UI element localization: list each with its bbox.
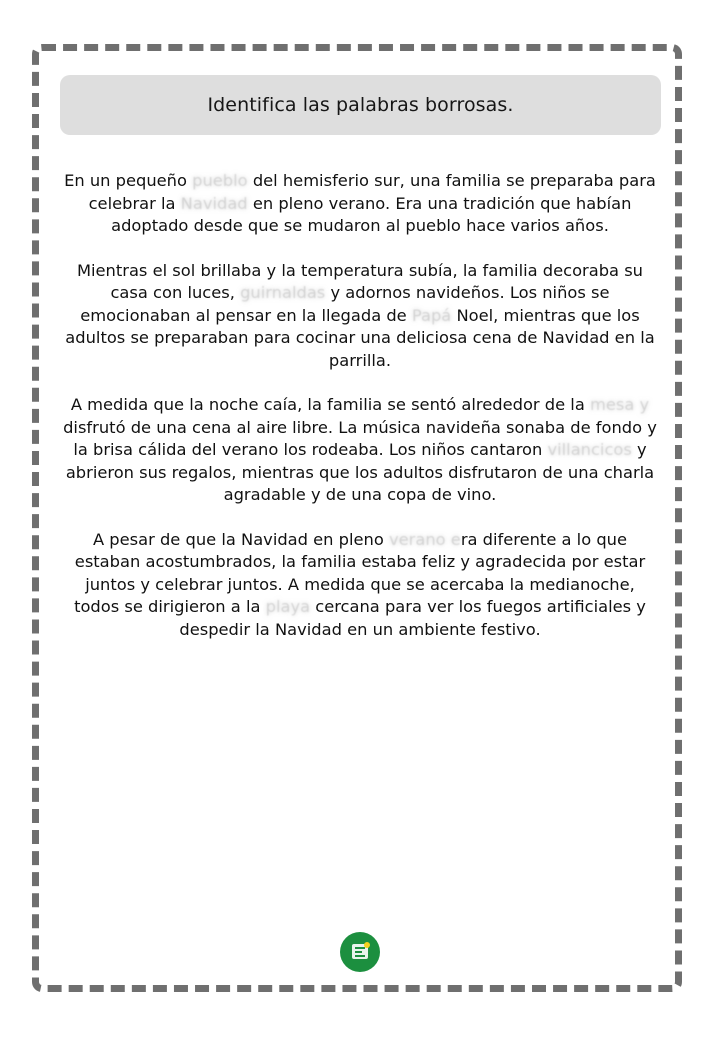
blurred-word: mesa y: [589, 395, 650, 414]
story-paragraph: [62, 170, 658, 238]
worksheet-title: Identifica las palabras borrosas.: [207, 94, 514, 116]
story-text-segment: cercana para ver los fuegos artificiales y despedir la Navidad en un ambiente festivo.: [179, 597, 646, 639]
story-text-segment: ra diferente a lo que estaban acostumbrados, la familia estaba feliz y agradecida por estar juntos y celebrar juntos. A medida que se acercaba la medianoche, todos se dirigieron a la: [74, 529, 646, 616]
story-text-segment: y adornos navideños. Los niños se emocionaban al pensar en la llegada de: [80, 283, 610, 325]
blurred-word: verano e: [389, 529, 461, 549]
title-banner: [60, 75, 661, 135]
school-logo-icon: [340, 932, 380, 972]
story-text-segment: A pesar de que la Navidad en pleno: [92, 529, 390, 549]
story-text-segment: En un pequeño: [64, 171, 193, 190]
story-text-segment: en pleno verano. Era una tradición que habían adoptado desde que se mudaron al pueblo hace varios años.: [111, 193, 632, 235]
blurred-word: guirnaldas: [240, 283, 326, 302]
blurred-word: playa: [265, 597, 311, 616]
story-text-segment: del hemisferio sur, una familia se preparaba para celebrar la: [88, 171, 656, 213]
story-text-segment: Mientras el sol brillaba y la temperatura subía, la familia decoraba su casa con luces,: [76, 260, 644, 302]
blurred-word: Navidad: [180, 193, 248, 213]
story-paragraph: [62, 529, 658, 642]
story-text-segment: disfrutó de una cena al aire libre. La música navideña sonaba de fondo y la brisa cálida del verano los rodeaba. Los niños cantaron: [63, 417, 657, 459]
story-paragraph: [62, 260, 658, 373]
blurred-word: villancicos: [547, 440, 632, 459]
blurred-word: Papá: [411, 305, 452, 325]
story-paragraph: [62, 394, 658, 507]
story-text: [62, 170, 658, 663]
logo-mark-icon: [346, 938, 374, 966]
blurred-word: pueblo: [192, 171, 248, 190]
story-text-segment: A medida que la noche caía, la familia se sentó alrededor de la: [70, 395, 590, 414]
story-text-segment: y abrieron sus regalos, mientras que los adultos disfrutaron de una charla agradable y de una copa de vino.: [65, 440, 655, 504]
story-text-segment: Noel, mientras que los adultos se preparaban para cocinar una deliciosa cena de Navidad en la parrilla.: [65, 305, 655, 370]
